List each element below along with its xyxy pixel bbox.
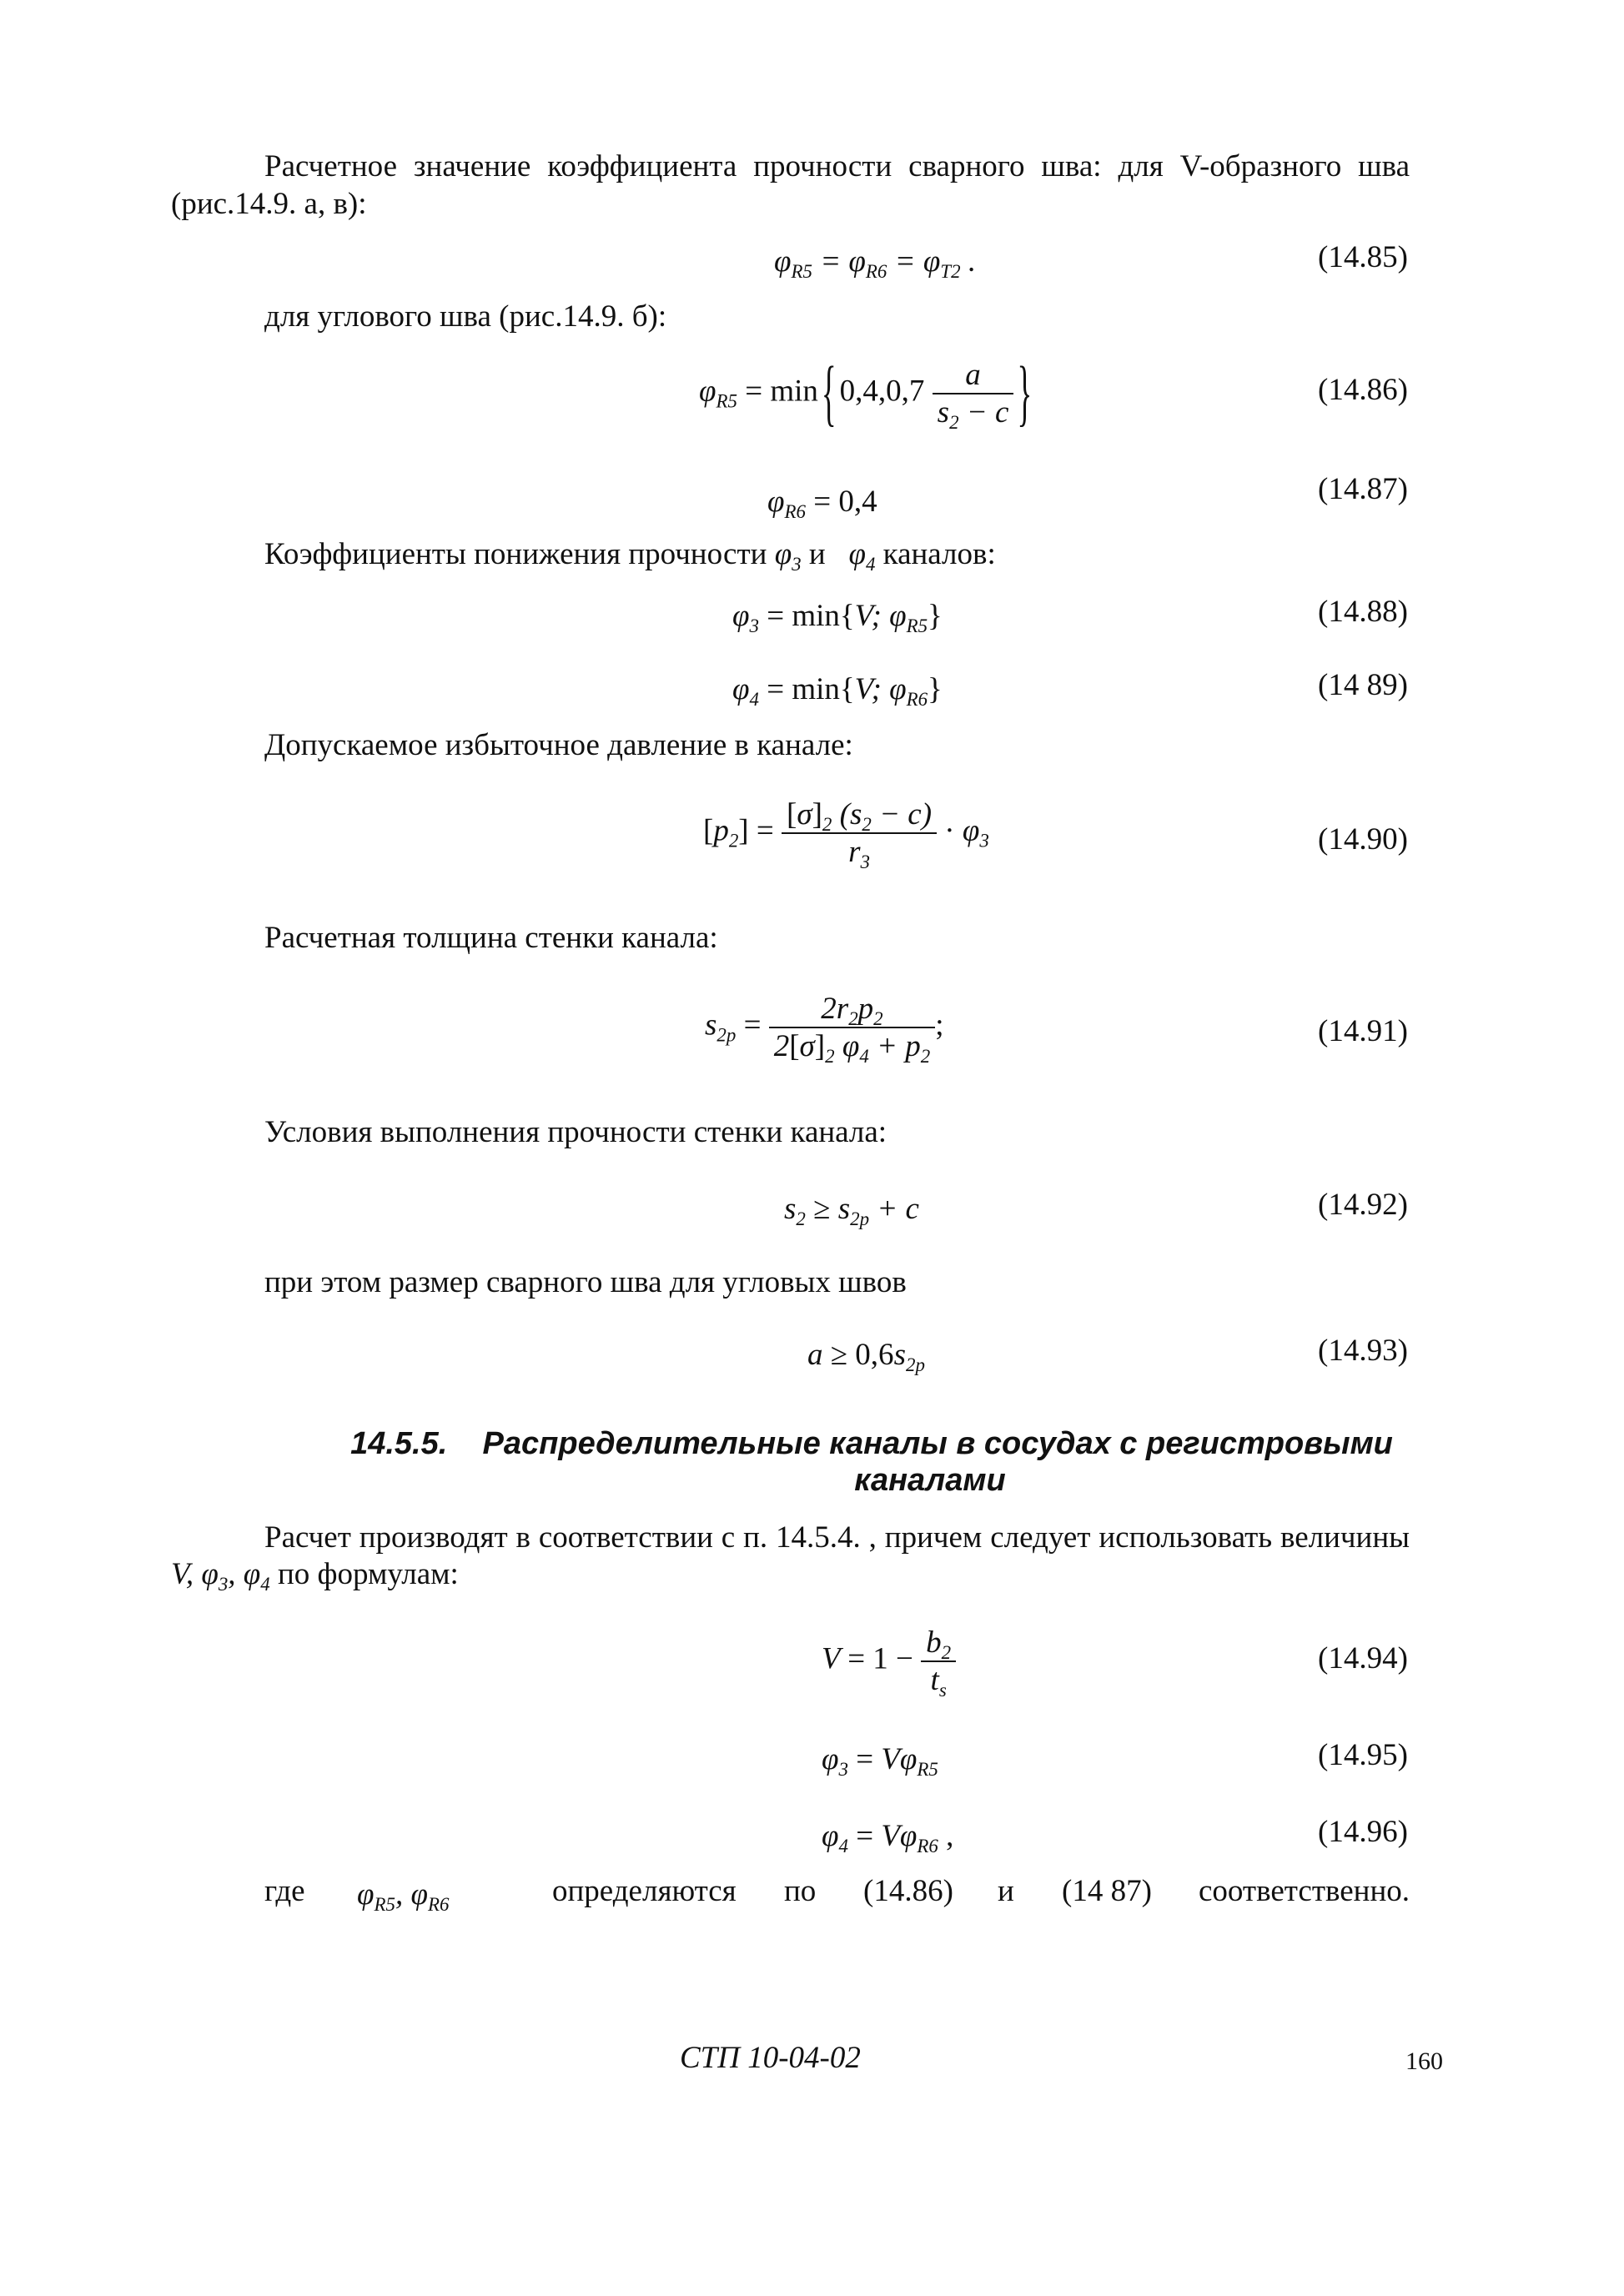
reduction-coeff-line [264, 536, 996, 573]
equation-14-91: $s_{2p}$ = $\frac{2r_2p_2}{2[\sigma]_2 \varphi_4 + p_2}$ ; [705, 992, 944, 1068]
equation-14-88: $\varphi_3 = \min\{V$; $\varphi_{R5}$} [732, 599, 943, 637]
footer-page-number: 160 [1405, 2047, 1443, 2075]
equation-number-14-86: (14.86) [1318, 373, 1408, 407]
section-heading [342, 1426, 1401, 1499]
section-title-line-1: Распределительные каналы в сосудах с регистровыми [482, 1426, 1393, 1461]
equation-number-14-89: (14 89) [1318, 668, 1408, 702]
equation-14-86: $\varphi_{R5} = \min$ { 0,4,0,7 $\frac{a}{s_2 - c}$ } [699, 352, 1033, 435]
where-by: по [784, 1874, 817, 1908]
section-title-line-2: каналами [854, 1462, 1006, 1498]
section-text-line-2 [171, 1556, 459, 1593]
strength-condition-text: Условия выполнения прочности стенки канала: [264, 1115, 887, 1149]
allowed-pressure-text: Допускаемое избыточное давление в канале: [264, 728, 853, 762]
where-respectively: соответственно. [1199, 1874, 1410, 1908]
equation-14-92: $s_2 \ge s_{2p} + c$ [784, 1192, 919, 1230]
intro-line-1: Расчетное значение коэффициента прочности сварного шва: для V-образного шва [264, 149, 1410, 183]
equation-14-96: $\varphi_4 = V\varphi_{R6}$ , [822, 1819, 954, 1857]
reduction-coeff-and: и [808, 537, 826, 571]
intro-line-2: (рис.14.9. а, в): [171, 187, 367, 221]
equation-14-90: $[p_2]$ = $\frac{[\sigma]_2 (s_2 - c)}{r_3}$ · $\varphi_3$ [703, 797, 989, 873]
where-word: где [264, 1874, 305, 1908]
equation-number-14-88: (14.88) [1318, 595, 1408, 629]
equation-14-89: $\varphi_4 = \min\{V$; $\varphi_{R6}$} [732, 672, 943, 711]
equation-14-85: $\varphi_{R5} = \varphi_{R6} = \varphi_{T2}$ . [774, 244, 977, 283]
equation-14-87: $\varphi_{R6} = 0,4$ [767, 485, 877, 523]
equation-14-94: V = 1 − $\frac{b_2}{t_s}$ [822, 1625, 956, 1698]
equation-number-14-95: (14.95) [1318, 1738, 1408, 1772]
equation-number-14-92: (14.92) [1318, 1188, 1408, 1222]
equation-number-14-94: (14.94) [1318, 1641, 1408, 1676]
phi3-symbol: $\varphi_3$ [774, 537, 802, 575]
where-ref-1: (14.86) [863, 1874, 953, 1908]
equation-number-14-85: (14.85) [1318, 240, 1408, 274]
reduction-coeff-text: Коэффициенты понижения прочности [264, 537, 767, 571]
reduction-coeff-tail: каналов: [882, 537, 996, 571]
section-text-line-1: Расчет производят в соответствии с п. 14.5.4. , причем следует использовать величины [264, 1520, 1410, 1555]
where-determined: определяются [552, 1874, 737, 1908]
section-text-tail: по формулам: [277, 1557, 459, 1591]
section-variables: V, $\varphi_3$, $\varphi_4$ [171, 1557, 270, 1595]
phi4-symbol: $\varphi_4$ [848, 537, 876, 575]
where-symbols: $\varphi_{R5}$, $\varphi_{R6}$ [357, 1877, 450, 1916]
weld-size-text: при этом размер сварного шва для угловых швов [264, 1265, 907, 1299]
equation-14-93: $a \ge 0,6s_{2p}$ [807, 1338, 925, 1376]
equation-number-14-91: (14.91) [1318, 1014, 1408, 1048]
equation-number-14-96: (14.96) [1318, 1815, 1408, 1849]
corner-weld-intro: для углового шва (рис.14.9. б): [264, 299, 667, 334]
equation-14-95: $\varphi_3 = V\varphi_{R5}$ [822, 1742, 938, 1781]
where-ref-2: (14 87) [1062, 1874, 1152, 1908]
section-heading-line-1 [342, 1426, 1401, 1463]
equation-number-14-90: (14.90) [1318, 822, 1408, 857]
equation-number-14-93: (14.93) [1318, 1334, 1408, 1368]
wall-thickness-text: Расчетная толщина стенки канала: [264, 921, 718, 955]
equation-number-14-87: (14.87) [1318, 472, 1408, 506]
section-number: 14.5.5. [350, 1426, 448, 1461]
footer-doc-code: СТП 10-04-02 [680, 2041, 861, 2075]
where-and: и [998, 1874, 1014, 1908]
